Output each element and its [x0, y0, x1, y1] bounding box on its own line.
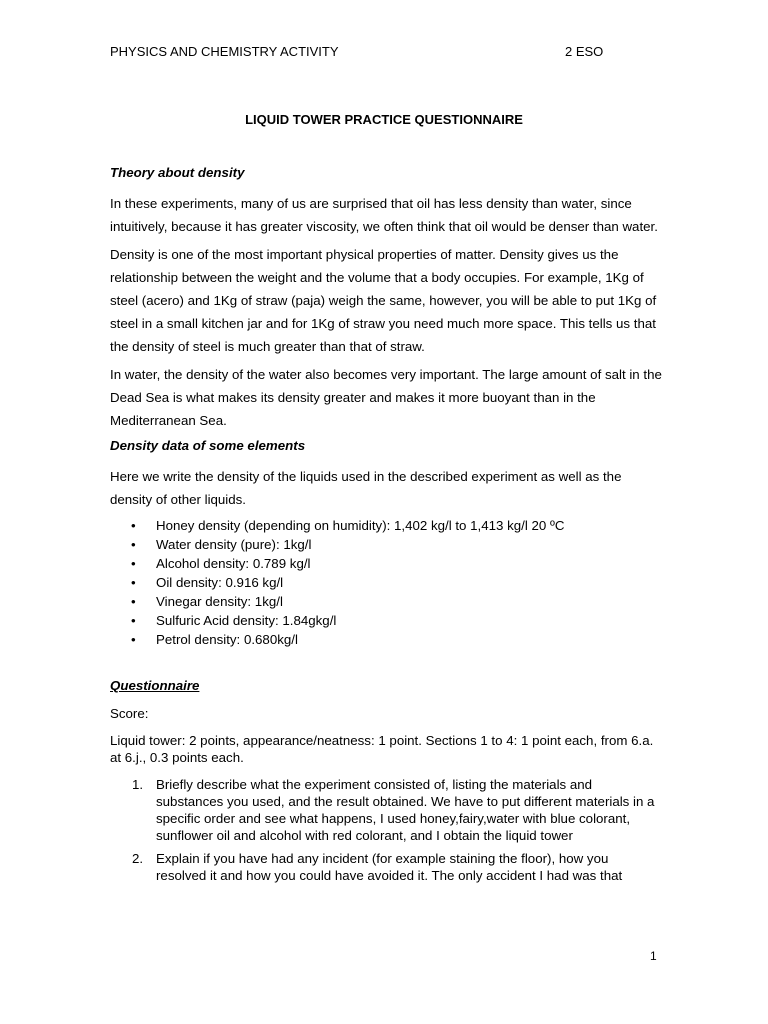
questionnaire-heading: Questionnaire [110, 678, 200, 693]
density-data-intro: Here we write the density of the liquids used in the described experiment as well as the density of other liquids. [110, 469, 622, 507]
question-list [110, 776, 662, 884]
density-data-heading: Density data of some elements [110, 438, 306, 453]
density-list [110, 516, 662, 649]
list-item [110, 592, 662, 611]
bullet-icon: • [131, 556, 136, 571]
header-grade: 2 ESO [565, 44, 604, 59]
question-number: 1. [132, 777, 144, 792]
bullet-icon: • [131, 613, 136, 628]
bullet-icon: • [131, 537, 136, 552]
score-label: Score: [110, 706, 149, 721]
density-item-text: Oil density: 0.916 kg/l [156, 575, 284, 590]
density-item-text: Alcohol density: 0.789 kg/l [156, 556, 311, 571]
theory-paragraph: In these experiments, many of us are surprised that oil has less density than water, since intuitively, because it has greater viscosity, we often think that oil would be denser than water. [110, 196, 658, 234]
score-detail: Liquid tower: 2 points, appearance/neatness: 1 point. Sections 1 to 4: 1 point each, from 6.a. at 6.j., 0.3 points each. [110, 733, 654, 765]
question-item [110, 776, 662, 844]
bullet-icon: • [131, 594, 136, 609]
document-body [110, 164, 662, 890]
theory-heading: Theory about density [110, 165, 245, 180]
question-item [110, 850, 662, 884]
header-course: PHYSICS AND CHEMISTRY ACTIVITY [110, 44, 339, 59]
question-number: 2. [132, 851, 144, 866]
list-item [110, 554, 662, 573]
list-item [110, 573, 662, 592]
document-title: LIQUID TOWER PRACTICE QUESTIONNAIRE [245, 112, 523, 127]
density-item-text: Sulfuric Acid density: 1.84gkg/l [156, 613, 337, 628]
spacer [110, 649, 662, 677]
density-item-text: Water density (pure): 1kg/l [156, 537, 312, 552]
list-item [110, 535, 662, 554]
list-item [110, 516, 662, 535]
bullet-icon: • [131, 575, 136, 590]
theory-paragraph: In water, the density of the water also becomes very important. The large amount of salt in the Dead Sea is what makes its density greater and makes it more buoyant than in the Mediterranean Sea. [110, 367, 662, 428]
question-text: Briefly describe what the experiment consisted of, listing the materials and substances you used, and the result obtained. We have to put different materials in a specific order and see what happens, I used honey,fairy,water with blue colorant, sunflower oil and alcohol with red colorant, and I obtain the liquid tower [156, 777, 655, 843]
bullet-icon: • [131, 632, 136, 647]
list-item [110, 611, 662, 630]
density-item-text: Petrol density: 0.680kg/l [156, 632, 298, 647]
question-text: Explain if you have had any incident (for example staining the floor), how you resolved it and how you could have avoided it. The only accident I had was that [156, 851, 623, 883]
page-number: 1 [650, 949, 657, 963]
bullet-icon: • [131, 518, 136, 533]
theory-paragraph: Density is one of the most important physical properties of matter. Density gives us the relationship between the weight and the volume that a body occupies. For example, 1Kg of steel (acero) and 1Kg of straw (paja) weigh the same, however, you will be able to put 1Kg of steel in a small kitchen jar and for 1Kg of straw you need much more space. This tells us that the density of steel is much greater than that of straw. [110, 247, 657, 354]
density-item-text: Vinegar density: 1kg/l [156, 594, 283, 609]
density-item-text: Honey density (depending on humidity): 1,402 kg/l to 1,413 kg/l 20 ºC [156, 518, 565, 533]
list-item [110, 630, 662, 649]
